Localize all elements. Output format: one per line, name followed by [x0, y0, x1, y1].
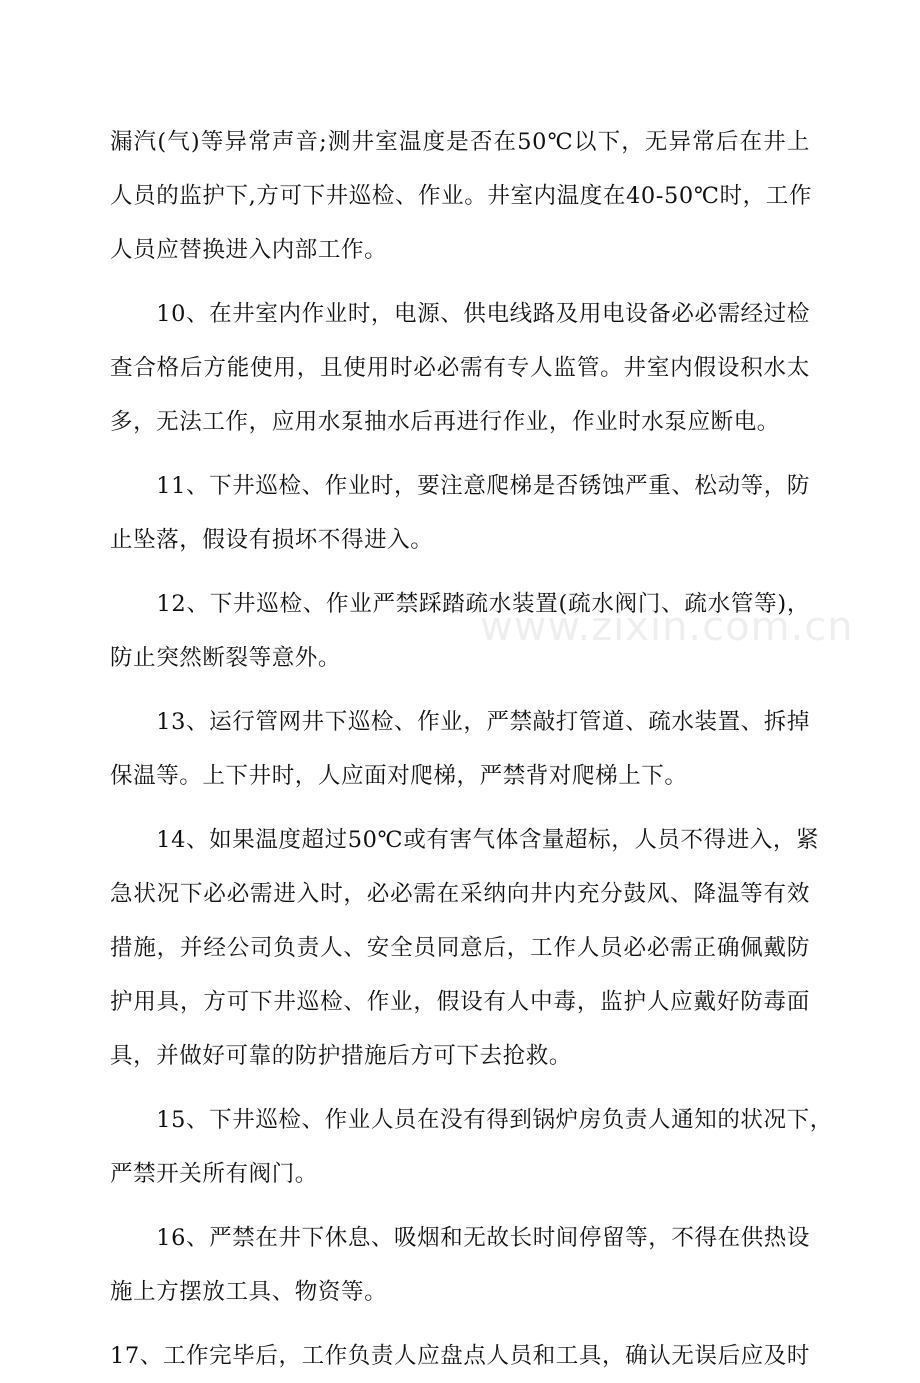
- text-line: 严禁开关所有阀门。: [110, 1161, 318, 1187]
- paragraph-item-15: [110, 1093, 833, 1201]
- text-line: 防止突然断裂等意外。: [110, 645, 342, 671]
- text-line: 急状况下必必需进入时，必必需在采纳向井内充分鼓风、降温等有效: [110, 881, 810, 907]
- paragraph-item-16: [110, 1211, 810, 1319]
- text-line: 14、如果温度超过50℃或有害气体含量超标，人员不得进入，紧: [110, 827, 820, 853]
- text-line: 具，并做好可靠的防护措施后方可下去抢救。: [110, 1043, 573, 1069]
- text-line: 13、运行管网井下巡检、作业，严禁敲打管道、疏水装置、拆掉: [110, 709, 810, 735]
- text-line: 查合格后方能使用，且使用时必必需有专人监管。井室内假设积水太: [110, 355, 810, 381]
- text-line: 人员应替换进入内部工作。: [110, 237, 388, 263]
- text-line: 11、下井巡检、作业时，要注意爬梯是否锈蚀严重、松动等，防: [110, 473, 810, 499]
- text-line: 16、严禁在井下休息、吸烟和无故长时间停留等，不得在供热设: [110, 1225, 810, 1251]
- text-line: 12、下井巡检、作业严禁踩踏疏水装置(疏水阀门、疏水管等)，: [110, 591, 810, 617]
- paragraph-item-17: [110, 1329, 810, 1383]
- paragraph-item-10: [110, 287, 810, 449]
- text-line: 多，无法工作，应用水泵抽水后再进行作业，作业时水泵应断电。: [110, 409, 780, 435]
- text-line: 护用具，方可下井巡检、作业，假设有人中毒，监护人应戴好防毒面: [110, 989, 810, 1015]
- watermark: www.zixin.com.cn: [480, 604, 854, 650]
- text-line: 10、在井室内作业时，电源、供电线路及用电设备必必需经过检: [110, 301, 810, 327]
- text-line: 漏汽(气)等异常声音;测井室温度是否在50℃以下，无异常后在井上: [110, 129, 810, 155]
- paragraph-p0: [110, 115, 810, 277]
- document-body: [110, 115, 833, 1383]
- text-line: 施上方摆放工具、物资等。: [110, 1279, 388, 1305]
- text-line: 保温等。上下井时，人应面对爬梯，严禁背对爬梯上下。: [110, 763, 688, 789]
- text-line: 止坠落，假设有损坏不得进入。: [110, 527, 434, 553]
- text-line: 措施，并经公司负责人、安全员同意后，工作人员必必需正确佩戴防: [110, 935, 810, 961]
- paragraph-item-13: [110, 695, 810, 803]
- paragraph-item-14: [110, 813, 820, 1083]
- text-line: 人员的监护下,方可下井巡检、作业。井室内温度在40-50℃时，工作: [110, 183, 812, 209]
- paragraph-item-12: [110, 577, 810, 685]
- text-line: 17、工作完毕后，工作负责人应盘点人员和工具，确认无误后应及时: [110, 1343, 810, 1369]
- paragraph-item-11: [110, 459, 810, 567]
- text-line: 15、下井巡检、作业人员在没有得到锅炉房负责人通知的状况下，: [110, 1107, 833, 1133]
